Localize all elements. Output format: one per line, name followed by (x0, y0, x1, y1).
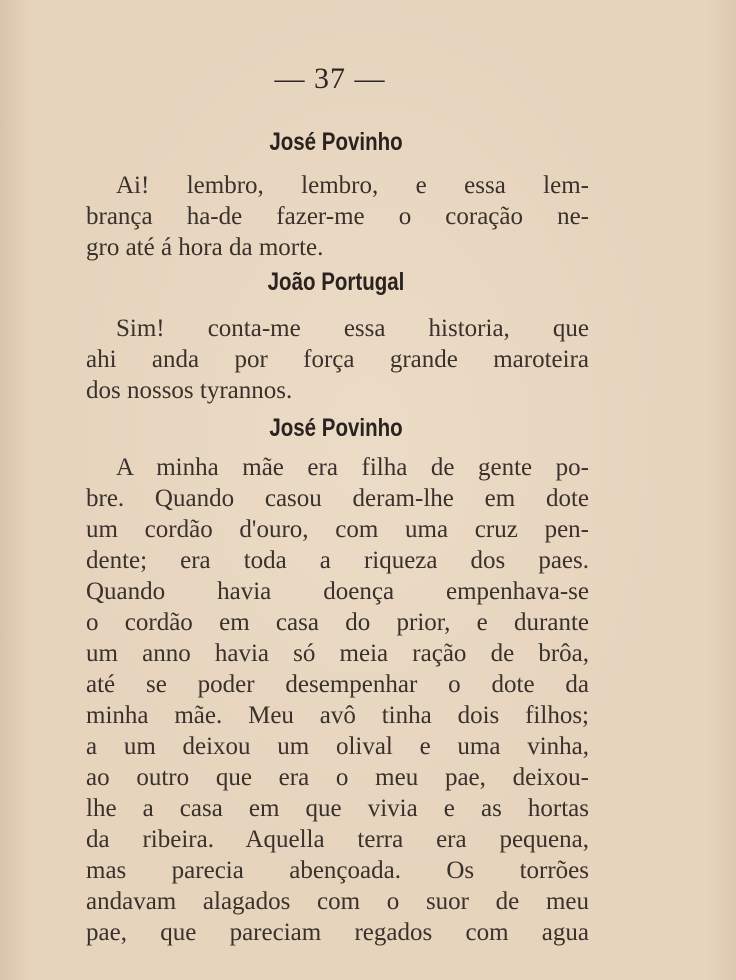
text-line: até se poder desempenhar o dote da (86, 671, 589, 698)
speech-paragraph (86, 452, 589, 948)
text-line: dente; era toda a riqueza dos paes. (86, 547, 589, 574)
text-line: um cordão d'ouro, com uma cruz pen- (86, 516, 589, 543)
text-line: ao outro que era o meu pae, deixou- (86, 764, 589, 791)
text-line: A minha mãe era filha de gente po- (116, 454, 589, 481)
speaker-name: José Povinho (269, 128, 403, 156)
text-line: a um deixou um olival e uma vinha, (86, 733, 589, 760)
text-line: mas parecia abençoada. Os torrões (86, 857, 589, 884)
speaker-name: João Portugal (267, 268, 405, 296)
text-line: andavam alagados com o suor de meu (86, 888, 589, 915)
text-line: ahi anda por força grande maroteira (86, 346, 589, 373)
text-line: brança ha-de fazer-me o coração ne- (86, 203, 589, 230)
speech-paragraph (86, 313, 589, 406)
text-line: da ribeira. Aquella terra era pequena, (86, 826, 589, 853)
text-line: um anno havia só meia ração de brôa, (86, 640, 589, 667)
text-line: minha mãe. Meu avô tinha dois filhos; (86, 702, 589, 729)
page-number: — 37 — (274, 62, 386, 95)
text-line: o cordão em casa do prior, e durante (86, 609, 589, 636)
text-line: gro até á hora da morte. (86, 234, 324, 261)
text-line: pae, que pareciam regados com agua (86, 919, 589, 946)
speech-paragraph (86, 170, 589, 263)
text-line: Ai! lembro, lembro, e essa lem- (116, 172, 589, 199)
speaker-name: José Povinho (269, 414, 403, 442)
text-line: Sim! conta-me essa historia, que (116, 315, 589, 342)
text-line: Quando havia doença empenhava-se (86, 578, 589, 605)
text-line: dos nossos tyrannos. (86, 377, 293, 404)
text-line: bre. Quando casou deram-lhe em dote (86, 485, 589, 512)
text-line: lhe a casa em que vivia e as hortas (86, 795, 589, 822)
